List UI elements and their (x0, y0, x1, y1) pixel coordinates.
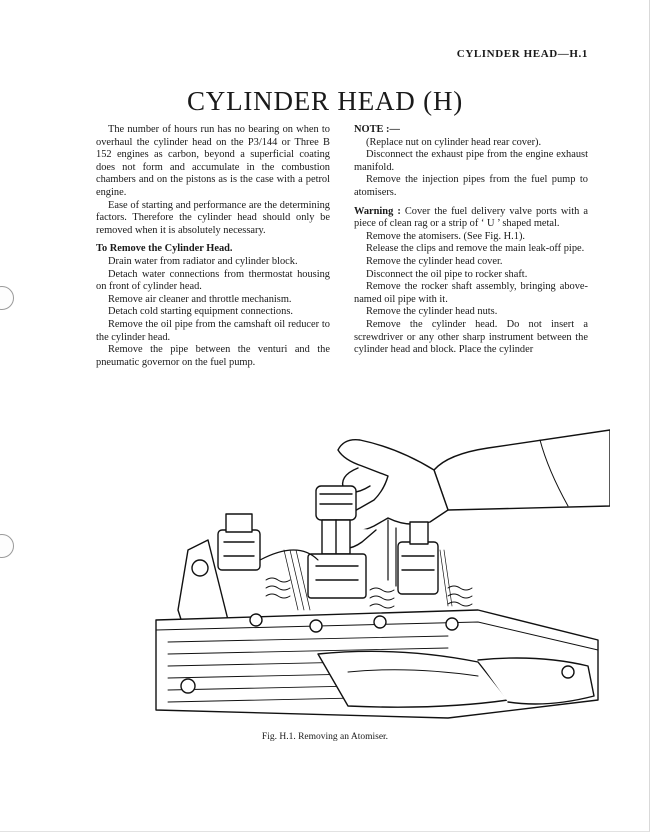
step-exhaust: Disconnect the exhaust pipe from the engine exhaust manifold. (354, 149, 588, 173)
right-column (354, 124, 588, 357)
step-rocker-oil: Disconnect the oil pipe to rocker shaft. (366, 268, 528, 280)
note-text: (Replace nut on cylinder head rear cover). (366, 136, 542, 148)
step-remove-head: Remove the cylinder head. Do not insert a screwdriver or any other sharp instrument between the cylinder head and block. Place the cylinder (354, 318, 588, 356)
step-air-cleaner: Remove air cleaner and throttle mechanism. (108, 293, 292, 305)
step-head-nuts: Remove the cylinder head nuts. (366, 306, 498, 318)
warning-lead: Warning : (354, 205, 401, 217)
note-heading: NOTE :— (354, 124, 400, 135)
figure-caption: Fig. H.1. Removing an Atomiser. (261, 732, 389, 742)
intro-paragraph-1: The number of hours run has no bearing on when to overhaul the cylinder head on the P3/144 or Three B 152 engines as carbon, beyond a superficial coating does not form and accumulate in the combustion chambers and on the pistons as is the case with a petrol engine. (96, 124, 330, 198)
step-injection-pipes: Remove the injection pipes from the fuel pump to atomisers. (354, 174, 588, 198)
intro-paragraph-2: Ease of starting and performance are the determining factors. Therefore the cylinder head should only be removed when it is absolutely necessary. (96, 199, 330, 236)
step-venturi-pipe: Remove the pipe between the venturi and the pneumatic governor on the fuel pump. (96, 344, 330, 368)
running-head: CYLINDER HEAD—H.1 (456, 48, 588, 60)
step-drain-water: Drain water from radiator and cylinder block. (108, 255, 298, 267)
warning-paragraph (354, 206, 588, 231)
step-detach-water: Detach water connections from thermostat housing on front of cylinder head. (96, 268, 330, 293)
engine-illustration (148, 410, 610, 722)
step-atomisers: Remove the atomisers. (See Fig. H.1). (366, 230, 526, 242)
step-cold-start: Detach cold starting equipment connections. (108, 306, 293, 318)
warning-text: Cover the fuel delivery valve ports with a piece of clean rag or a strip of ‘ U ’ shaped metal. (354, 205, 588, 230)
step-leak-off: Release the clips and remove the main leak-off pipe. (366, 243, 585, 255)
left-column (96, 124, 330, 369)
step-rocker-shaft: Remove the rocker shaft assembly, bringing above-named oil pipe with it. (354, 281, 588, 305)
step-head-cover: Remove the cylinder head cover. (366, 255, 503, 267)
page-title: CYLINDER HEAD (H) (186, 86, 464, 116)
subheading-remove-head: To Remove the Cylinder Head. (96, 243, 233, 255)
step-oil-pipe: Remove the oil pipe from the camshaft oil reducer to the cylinder head. (96, 318, 330, 343)
